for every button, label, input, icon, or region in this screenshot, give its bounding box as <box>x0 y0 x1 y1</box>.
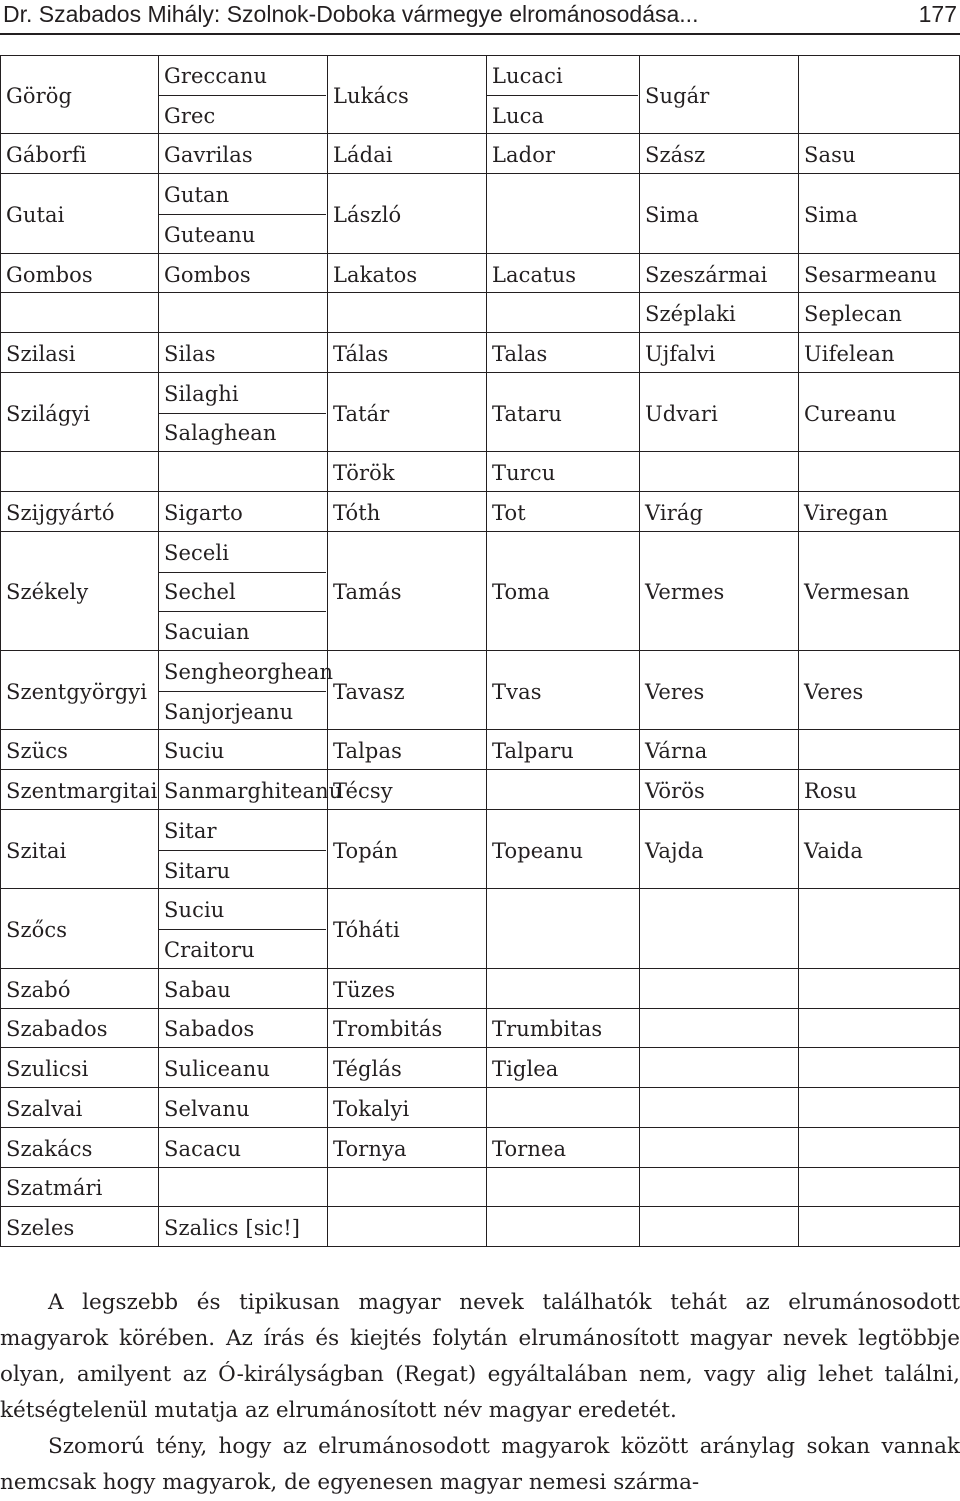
cell-romanian-form <box>158 491 328 532</box>
sub-divider <box>159 611 326 612</box>
cell-hungarian-name <box>0 531 159 651</box>
cell-text: Szeles <box>6 1216 75 1241</box>
cell-text: Sasu <box>804 143 856 168</box>
table-row <box>0 1009 960 1049</box>
cell-hungarian-name <box>0 451 159 492</box>
cell-text: Szőcs <box>6 918 68 943</box>
cell-romanian-form-3 <box>798 1047 960 1088</box>
cell-text: Sanmarghiteanu <box>164 779 343 804</box>
cell-text: Szalics [sic!] <box>164 1216 301 1241</box>
cell-romanian-form <box>158 332 328 373</box>
cell-hungarian-name-2 <box>327 372 487 452</box>
cell-text: Tiglea <box>492 1057 559 1082</box>
sub-divider <box>159 214 326 215</box>
cell-text: Várna <box>645 739 708 764</box>
cell-hungarian-name-2 <box>327 332 487 373</box>
cell-hungarian-name-2 <box>327 531 487 651</box>
cell-romanian-form-2 <box>486 173 640 253</box>
cell-romanian-form-2 <box>486 1127 640 1168</box>
cell-romanian-form-2 <box>486 809 640 889</box>
table-row <box>0 452 960 492</box>
cell-romanian-form <box>158 372 328 452</box>
cell-hungarian-name-3 <box>639 451 799 492</box>
cell-text: Suciu <box>164 739 225 764</box>
paragraph-1: A legszebb és tipikusan magyar nevek találhatók tehát az elrumánosodott magyarok körében. Az írás és kiejtés folytán elrumánosított magyar nevek legtöbbje olyan, amilyent az Ó-királyságban (Regat) egyáltalában nem, vagy alig lehet találni, kétségtelenül mutatja az elrumánosított név magyar eredetét. <box>0 1290 960 1423</box>
page-header <box>0 0 960 35</box>
cell-hungarian-name-3 <box>639 769 799 810</box>
cell-romanian-form-3 <box>798 769 960 810</box>
cell-text: Szilasi <box>6 341 76 366</box>
name-table <box>0 55 960 1247</box>
cell-romanian-form-3 <box>798 133 960 174</box>
table-row <box>0 293 960 333</box>
cell-text: Lador <box>492 143 556 168</box>
cell-text: Greccanu <box>164 63 268 88</box>
cell-hungarian-name-2 <box>327 133 487 174</box>
cell-text: Szijgyártó <box>6 500 115 525</box>
cell-text: Szentgyörgyi <box>6 679 148 704</box>
cell-text: Vermesan <box>804 580 910 605</box>
cell-text: Vörös <box>645 779 705 804</box>
cell-hungarian-name-3 <box>639 968 799 1009</box>
cell-text: Sesarmeanu <box>804 262 938 287</box>
cell-text: Seceli <box>164 540 230 565</box>
cell-text: Cureanu <box>804 401 897 426</box>
cell-text: Sechel <box>164 580 236 605</box>
cell-text: Szitai <box>6 838 67 863</box>
cell-romanian-form-3 <box>798 1087 960 1128</box>
cell-hungarian-name <box>0 888 159 968</box>
cell-text: Gombos <box>164 262 251 287</box>
cell-text: Ládai <box>333 143 393 168</box>
cell-text: Luca <box>492 103 545 128</box>
cell-text: Tataru <box>492 401 563 426</box>
cell-hungarian-name-2 <box>327 451 487 492</box>
cell-text: Sugár <box>645 83 710 108</box>
cell-hungarian-name <box>0 729 159 770</box>
cell-hungarian-name-2 <box>327 55 487 134</box>
sub-divider <box>159 413 326 414</box>
cell-text: Tatár <box>333 401 390 426</box>
cell-text: Turcu <box>492 461 556 486</box>
cell-hungarian-name <box>0 372 159 452</box>
cell-hungarian-name-3 <box>639 1127 799 1168</box>
cell-text: Gutan <box>164 183 230 208</box>
cell-text: Sanjorjeanu <box>164 699 294 724</box>
cell-hungarian-name-3 <box>639 1008 799 1049</box>
cell-text: Sacuian <box>164 620 250 645</box>
cell-hungarian-name <box>0 55 159 134</box>
table-row <box>0 651 960 730</box>
cell-text: Udvari <box>645 401 718 426</box>
cell-text: Gombos <box>6 262 93 287</box>
cell-romanian-form-2 <box>486 451 640 492</box>
cell-hungarian-name-2 <box>327 253 487 294</box>
cell-romanian-form <box>158 650 334 730</box>
cell-text: Tüzes <box>333 977 396 1002</box>
cell-text: Lacatus <box>492 262 577 287</box>
table-row <box>0 532 960 651</box>
cell-romanian-form <box>158 292 328 333</box>
cell-text: Trombitás <box>333 1017 443 1042</box>
table-row <box>0 770 960 810</box>
cell-text: Virág <box>645 500 704 525</box>
cell-romanian-form <box>158 531 328 651</box>
cell-hungarian-name <box>0 292 159 333</box>
table-row <box>0 134 960 174</box>
cell-text: Sacacu <box>164 1136 242 1161</box>
cell-romanian-form <box>158 729 328 770</box>
table-row <box>0 810 960 889</box>
cell-text: Rosu <box>804 779 858 804</box>
page-number: 177 <box>918 1 957 27</box>
cell-text: Silaghi <box>164 381 239 406</box>
cell-romanian-form-3 <box>798 968 960 1009</box>
cell-text: Szentmargitai <box>6 779 158 804</box>
cell-text: Ujfalvi <box>645 341 716 366</box>
table-row <box>0 333 960 373</box>
cell-text: Salaghean <box>164 421 277 446</box>
cell-romanian-form <box>158 769 343 810</box>
cell-romanian-form-3 <box>798 253 960 294</box>
cell-text: Szabó <box>6 977 71 1002</box>
cell-romanian-form-3 <box>798 1167 960 1208</box>
cell-hungarian-name-3 <box>639 173 799 253</box>
cell-text: Tavasz <box>333 679 405 704</box>
cell-hungarian-name-3 <box>639 1206 799 1247</box>
cell-text: Sima <box>645 202 699 227</box>
cell-hungarian-name-2 <box>327 491 487 532</box>
table-row <box>0 969 960 1009</box>
cell-romanian-form-2 <box>486 292 640 333</box>
cell-text: Talas <box>492 341 548 366</box>
cell-romanian-form-3 <box>798 809 960 889</box>
cell-romanian-form <box>158 55 328 134</box>
cell-hungarian-name <box>0 173 159 253</box>
cell-text: Suliceanu <box>164 1057 271 1082</box>
cell-romanian-form-2 <box>486 372 640 452</box>
cell-romanian-form-3 <box>798 729 960 770</box>
cell-hungarian-name-3 <box>639 729 799 770</box>
cell-romanian-form-3 <box>798 888 960 968</box>
table-row <box>0 889 960 968</box>
cell-hungarian-name-3 <box>639 650 799 730</box>
cell-romanian-form-2 <box>486 55 640 134</box>
cell-text: Veres <box>645 679 705 704</box>
cell-hungarian-name <box>0 1087 159 1128</box>
cell-hungarian-name-2 <box>327 1087 487 1128</box>
table-row <box>0 55 960 134</box>
cell-text: Vermes <box>645 580 725 605</box>
cell-romanian-form-3 <box>798 1008 960 1049</box>
cell-text: Craitoru <box>164 937 255 962</box>
cell-text: Sabau <box>164 977 231 1002</box>
cell-romanian-form-2 <box>486 888 640 968</box>
cell-romanian-form <box>158 1008 328 1049</box>
cell-text: Vaida <box>804 838 863 863</box>
cell-hungarian-name-3 <box>639 1167 799 1208</box>
cell-romanian-form <box>158 1087 328 1128</box>
cell-hungarian-name-2 <box>327 1127 487 1168</box>
cell-hungarian-name-3 <box>639 55 799 134</box>
table-row <box>0 174 960 253</box>
cell-romanian-form-3 <box>798 531 960 651</box>
cell-romanian-form-2 <box>486 1047 640 1088</box>
cell-romanian-form-3 <box>798 55 960 134</box>
cell-hungarian-name <box>0 809 159 889</box>
cell-hungarian-name-3 <box>639 1087 799 1128</box>
cell-text: Szatmári <box>6 1176 103 1201</box>
cell-text: Veres <box>804 679 864 704</box>
cell-text: Szilágyi <box>6 401 91 426</box>
sub-divider <box>159 850 326 851</box>
cell-hungarian-name-2 <box>327 173 487 253</box>
cell-romanian-form-2 <box>486 729 640 770</box>
cell-romanian-form <box>158 451 328 492</box>
cell-text: Gutai <box>6 202 65 227</box>
cell-hungarian-name-2 <box>327 1206 487 1247</box>
cell-hungarian-name-2 <box>327 888 487 968</box>
cell-romanian-form-3 <box>798 1206 960 1247</box>
cell-text: Gavrilas <box>164 143 253 168</box>
table-row <box>0 492 960 532</box>
cell-hungarian-name <box>0 253 159 294</box>
sub-divider <box>487 95 638 96</box>
cell-hungarian-name-3 <box>639 133 799 174</box>
cell-text: Téglás <box>333 1057 402 1082</box>
cell-hungarian-name-3 <box>639 888 799 968</box>
cell-romanian-form-2 <box>486 769 640 810</box>
cell-text: Székely <box>6 580 89 605</box>
cell-romanian-form <box>158 888 328 968</box>
table-row <box>0 373 960 452</box>
cell-hungarian-name-2 <box>327 650 487 730</box>
cell-text: Tot <box>492 500 526 525</box>
cell-romanian-form-2 <box>486 1087 640 1128</box>
cell-hungarian-name <box>0 332 159 373</box>
cell-hungarian-name-3 <box>639 372 799 452</box>
cell-romanian-form <box>158 1047 328 1088</box>
cell-text: Sitaru <box>164 858 231 883</box>
cell-text: Tóth <box>333 500 381 525</box>
cell-hungarian-name <box>0 968 159 1009</box>
sub-divider <box>159 572 326 573</box>
cell-romanian-form <box>158 1127 328 1168</box>
cell-hungarian-name-3 <box>639 332 799 373</box>
cell-text: László <box>333 202 402 227</box>
cell-romanian-form-2 <box>486 253 640 294</box>
cell-hungarian-name-2 <box>327 968 487 1009</box>
cell-romanian-form <box>158 1167 328 1208</box>
cell-text: Tornya <box>333 1136 407 1161</box>
cell-text: Silas <box>164 341 216 366</box>
cell-hungarian-name <box>0 769 159 810</box>
cell-text: Tokalyi <box>333 1096 410 1121</box>
cell-romanian-form-3 <box>798 491 960 532</box>
cell-text: Tamás <box>333 580 402 605</box>
cell-text: Selvanu <box>164 1096 250 1121</box>
paragraph-2: Szomorú tény, hogy az elrumánosodott magyarok között aránylag sokan vannak nemcsak hogy magyarok, de egyenesen magyar nemesi szárma- <box>0 1434 960 1495</box>
cell-romanian-form-3 <box>798 372 960 452</box>
cell-text: Uifelean <box>804 341 895 366</box>
table-row <box>0 730 960 770</box>
cell-text: Török <box>333 461 395 486</box>
cell-romanian-form-2 <box>486 650 640 730</box>
table-row <box>0 1088 960 1128</box>
cell-text: Sabados <box>164 1017 255 1042</box>
cell-romanian-form-3 <box>798 173 960 253</box>
cell-text: Seplecan <box>804 302 903 327</box>
cell-text: Trumbitas <box>492 1017 603 1042</box>
sub-divider <box>159 691 326 692</box>
table-row <box>0 254 960 294</box>
cell-hungarian-name-3 <box>639 809 799 889</box>
cell-text: Szücs <box>6 739 69 764</box>
cell-text: Sima <box>804 202 858 227</box>
cell-hungarian-name-2 <box>327 1047 487 1088</box>
cell-hungarian-name <box>0 650 159 730</box>
cell-hungarian-name <box>0 133 159 174</box>
cell-text: Suciu <box>164 898 225 923</box>
cell-hungarian-name-2 <box>327 292 487 333</box>
cell-romanian-form-3 <box>798 650 960 730</box>
sub-divider <box>159 95 326 96</box>
cell-romanian-form <box>158 253 328 294</box>
cell-hungarian-name <box>0 1167 159 1208</box>
table-row <box>0 1207 960 1247</box>
cell-text: Sengheorghean <box>164 659 334 684</box>
cell-text: Sigarto <box>164 500 243 525</box>
table-row <box>0 1168 960 1208</box>
cell-text: Grec <box>164 103 216 128</box>
cell-hungarian-name-3 <box>639 292 799 333</box>
cell-hungarian-name-3 <box>639 1047 799 1088</box>
cell-hungarian-name-3 <box>639 491 799 532</box>
cell-romanian-form-2 <box>486 1008 640 1049</box>
cell-text: Szeszármai <box>645 262 768 287</box>
cell-hungarian-name <box>0 1127 159 1168</box>
cell-text: Lukács <box>333 83 409 108</box>
cell-romanian-form <box>158 1206 328 1247</box>
cell-romanian-form-3 <box>798 292 960 333</box>
cell-romanian-form-2 <box>486 968 640 1009</box>
cell-text: Talparu <box>492 739 574 764</box>
table-row <box>0 1048 960 1088</box>
cell-text: Szulicsi <box>6 1057 89 1082</box>
cell-hungarian-name-3 <box>639 531 799 651</box>
cell-text: Topeanu <box>492 838 584 863</box>
cell-hungarian-name <box>0 491 159 532</box>
cell-text: Tálas <box>333 341 389 366</box>
table-row <box>0 1128 960 1168</box>
cell-hungarian-name <box>0 1008 159 1049</box>
cell-romanian-form <box>158 809 328 889</box>
cell-romanian-form-2 <box>486 1167 640 1208</box>
cell-text: Szabados <box>6 1017 108 1042</box>
cell-romanian-form <box>158 133 328 174</box>
cell-romanian-form-3 <box>798 451 960 492</box>
cell-romanian-form-2 <box>486 531 640 651</box>
cell-text: Técsy <box>333 779 393 804</box>
cell-text: Toma <box>492 580 550 605</box>
body-text <box>0 1285 960 1501</box>
cell-hungarian-name-2 <box>327 809 487 889</box>
cell-text: Viregan <box>804 500 889 525</box>
cell-romanian-form-2 <box>486 133 640 174</box>
cell-hungarian-name-2 <box>327 1008 487 1049</box>
cell-text: Szakács <box>6 1136 93 1161</box>
cell-text: Tornea <box>492 1136 567 1161</box>
cell-hungarian-name-2 <box>327 729 487 770</box>
cell-text: Szász <box>645 143 706 168</box>
running-title: Dr. Szabados Mihály: Szolnok-Doboka vármegye elrománosodása... <box>3 1 699 27</box>
cell-hungarian-name-3 <box>639 253 799 294</box>
cell-hungarian-name-2 <box>327 1167 487 1208</box>
sub-divider <box>159 929 326 930</box>
cell-text: Topán <box>333 838 399 863</box>
cell-text: Gáborfi <box>6 143 87 168</box>
cell-hungarian-name-2 <box>327 769 487 810</box>
cell-text: Görög <box>6 83 73 108</box>
cell-romanian-form <box>158 968 328 1009</box>
cell-text: Sitar <box>164 818 217 843</box>
cell-romanian-form-3 <box>798 332 960 373</box>
cell-romanian-form-2 <box>486 1206 640 1247</box>
cell-text: Széplaki <box>645 302 736 327</box>
cell-romanian-form-2 <box>486 491 640 532</box>
cell-hungarian-name <box>0 1047 159 1088</box>
cell-text: Szalvai <box>6 1096 83 1121</box>
cell-text: Lucaci <box>492 63 563 88</box>
cell-text: Tvas <box>492 679 542 704</box>
cell-romanian-form-3 <box>798 1127 960 1168</box>
cell-text: Vajda <box>645 838 704 863</box>
cell-text: Lakatos <box>333 262 418 287</box>
cell-text: Tóháti <box>333 918 400 943</box>
cell-romanian-form-2 <box>486 332 640 373</box>
cell-romanian-form <box>158 173 328 253</box>
cell-text: Guteanu <box>164 222 256 247</box>
cell-text: Talpas <box>333 739 402 764</box>
cell-hungarian-name <box>0 1206 159 1247</box>
